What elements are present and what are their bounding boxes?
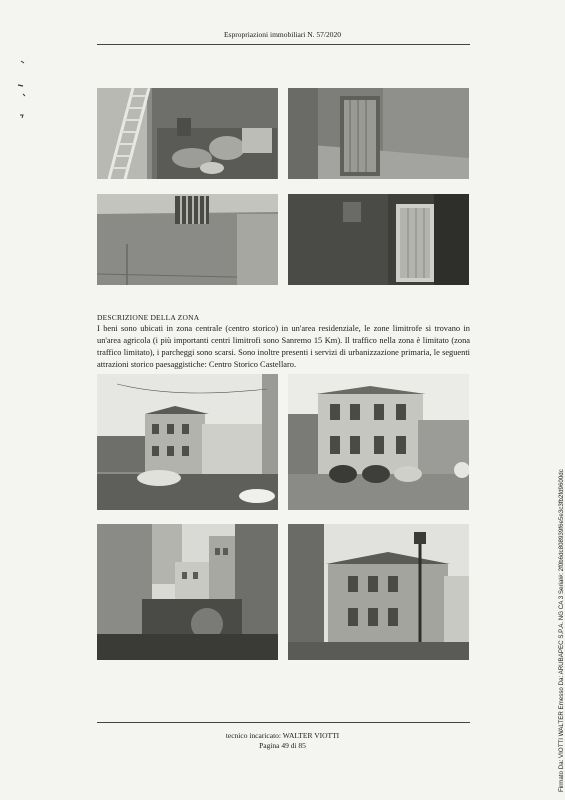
footer-rule (97, 722, 470, 723)
technician-line: tecnico incaricato: WALTER VIOTTI (225, 731, 340, 740)
section-title: DESCRIZIONE DELLA ZONA (97, 313, 200, 322)
ladder-courtyard-photo (97, 88, 278, 179)
interior-doorway-photo (288, 194, 469, 285)
zone-description: I beni sono ubicati in zona centrale (centro storico) in un'area residenziale, le zone limitrofe si trovano in un'area agricola (i più importanti centri limitrofi sono Sanremo 15 Km). Il traffico nella zona è limitato (zona traffico limitato), i parcheggi sono scarsi. Sono inoltre presenti i servizi di urbanizzazione primaria, le seguenti attrazioni storico paesaggistiche: Centro Storico Castellaro. (97, 324, 470, 369)
page-footer (0, 731, 565, 751)
page-number: Pagina 49 di 85 (259, 741, 306, 750)
villa-lamppost-photo (288, 524, 469, 660)
castle-tower-photo (97, 524, 278, 660)
street-houses-photo (97, 374, 278, 510)
digital-signature-stamp: Firmato Da: VIOTTI WALTER Emesso Da: ARUBAPEC S.P.A. NG CA 3 Serial#: 2f0b6dc808939f6e5e3c3fb2fd9600dc (558, 469, 565, 792)
header-rule (97, 44, 470, 45)
palazzo-square-photo (288, 374, 469, 510)
barred-window-wall-photo (97, 194, 278, 285)
document-header: Espropriazioni immobiliari N. 57/2020 (223, 30, 342, 39)
wooden-door-photo (288, 88, 469, 179)
scan-marks (15, 58, 35, 128)
